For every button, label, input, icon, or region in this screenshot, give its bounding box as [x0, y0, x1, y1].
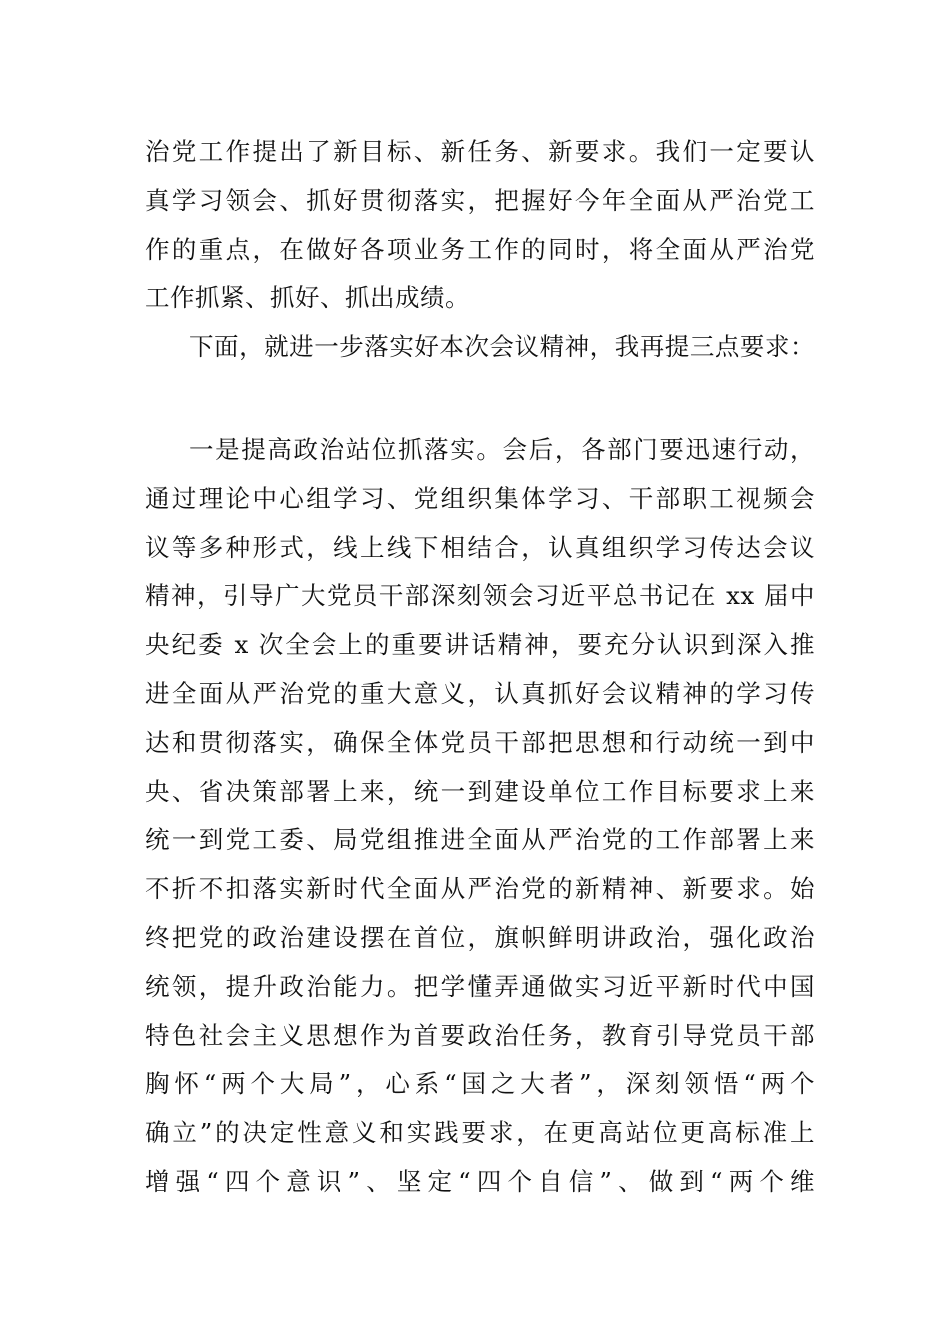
paragraph-3	[145, 426, 815, 1207]
paragraph-3-line-5: 央纪委 x 次全会上的重要讲话精神，要充分认识到深入推	[145, 630, 815, 660]
paragraph-1-line-4: 工作抓紧、抓好、抓出成绩。	[145, 283, 470, 313]
paragraph-3-line-4: 精神，引导广大党员干部深刻领会习近平总书记在 xx 届中	[145, 581, 815, 611]
paragraph-3-line-13: 特色社会主义思想作为首要政治任务，教育引导党员干部	[145, 1020, 815, 1050]
paragraph-3-line-10: 不折不扣落实新时代全面从严治党的新精神、新要求。始	[145, 874, 815, 904]
paragraph-3-line-1: 一是提高政治站位抓落实。会后，各部门要迅速行动，	[189, 435, 815, 464]
paragraph-3-line-11: 终把党的政治建设摆在首位，旗帜鲜明讲政治，强化政治	[145, 922, 815, 952]
paragraph-1	[145, 128, 815, 323]
paragraph-3-line-15: 确立”的决定性意义和实践要求，在更高站位更高标准上	[145, 1118, 815, 1148]
paragraph-3-line-3: 议等多种形式，线上线下相结合，认真组织学习传达会议	[145, 532, 815, 562]
paragraph-2	[145, 323, 815, 372]
paragraph-1-line-1: 治党工作提出了新目标、新任务、新要求。我们一定要认	[145, 137, 815, 166]
paragraph-3-line-6: 进全面从严治党的重大意义，认真抓好会议精神的学习传	[145, 678, 815, 708]
paragraph-3-line-12: 统领，提升政治能力。把学懂弄通做实习近平新时代中国	[145, 971, 815, 1001]
paragraph-3-line-14: 胸怀“两个大局”，心系“国之大者”，深刻领悟“两个	[145, 1069, 815, 1099]
paragraph-3-line-9: 统一到党工委、局党组推进全面从严治党的工作部署上来	[145, 825, 815, 855]
paragraph-3-line-8: 央、省决策部署上来，统一到建设单位工作目标要求上来	[145, 776, 815, 806]
paragraph-3-line-7: 达和贯彻落实，确保全体党员干部把思想和行动统一到中	[145, 727, 815, 757]
paragraph-2-line-1: 下面，就进一步落实好本次会议精神，我再提三点要求：	[189, 332, 815, 361]
paragraph-3-line-2: 通过理论中心组学习、党组织集体学习、干部职工视频会	[145, 483, 815, 513]
paragraph-1-line-3: 作的重点，在做好各项业务工作的同时，将全面从严治党	[145, 234, 815, 264]
paragraph-3-line-16: 增强“四个意识”、坚定“四个自信”、做到“两个维	[145, 1166, 815, 1196]
paragraph-1-line-2: 真学习领会、抓好贯彻落实，把握好今年全面从严治党工	[145, 185, 815, 215]
